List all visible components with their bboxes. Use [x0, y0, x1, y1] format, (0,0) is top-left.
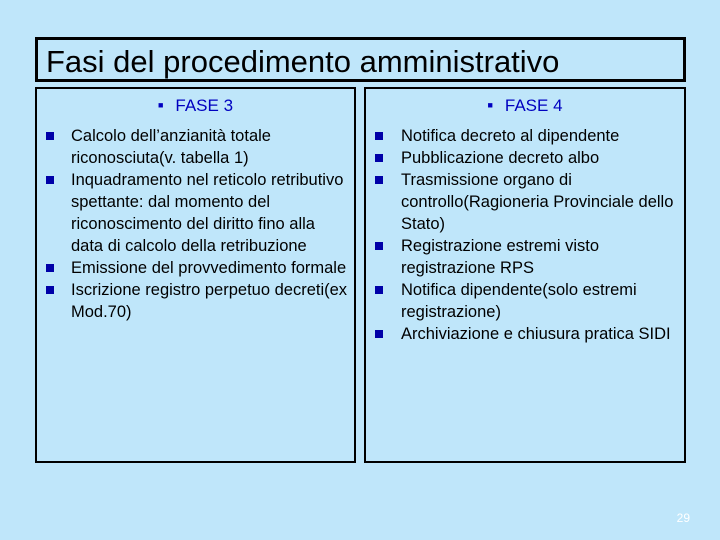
phase-3-column	[35, 87, 356, 463]
list-item-text: Trasmissione organo di controllo(Ragioneria Provinciale dello Stato)	[401, 171, 674, 233]
square-bullet-icon	[46, 264, 54, 272]
square-bullet-icon	[375, 286, 383, 294]
square-bullet-icon	[46, 132, 54, 140]
list-item	[366, 147, 680, 169]
slide-number: 29	[676, 511, 690, 525]
list-item-text: Calcolo dell’anzianità totale riconosciuta(v. tabella 1)	[71, 127, 271, 167]
square-bullet-icon: ■	[157, 100, 164, 110]
phase-4-column	[364, 87, 686, 463]
square-bullet-icon	[375, 132, 383, 140]
list-item	[37, 125, 350, 169]
phase-3-label: FASE 3	[175, 96, 234, 115]
phase-4-list	[366, 125, 680, 345]
list-item-text: Registrazione estremi visto registrazione RPS	[401, 237, 600, 277]
square-bullet-icon	[375, 154, 383, 162]
list-item	[37, 169, 350, 257]
square-bullet-icon	[375, 330, 383, 338]
phase-4-label: FASE 4	[504, 96, 563, 115]
list-item-text: Notifica decreto al dipendente	[401, 127, 620, 145]
list-item	[366, 169, 680, 235]
phase-3-list	[37, 125, 350, 323]
square-bullet-icon	[46, 286, 54, 294]
list-item-text: Iscrizione registro perpetuo decreti(ex Mod.70)	[71, 281, 348, 321]
square-bullet-icon	[375, 242, 383, 250]
slide-title: Fasi del procedimento amministrativo	[46, 44, 560, 79]
square-bullet-icon	[46, 176, 54, 184]
list-item-text: Archiviazione e chiusura pratica SIDI	[401, 325, 671, 343]
list-item-text: Inquadramento nel reticolo retributivo spettante: dal momento del riconoscimento del diritto fino alla data di calcolo della retribuzione	[71, 171, 344, 255]
list-item	[366, 323, 680, 345]
list-item-text: Notifica dipendente(solo estremi registrazione)	[401, 281, 637, 321]
list-item-text: Emissione del provvedimento formale	[71, 259, 347, 277]
title-box	[35, 37, 686, 82]
square-bullet-icon: ■	[487, 100, 493, 110]
list-item	[366, 125, 680, 147]
phase-4-heading	[366, 96, 684, 116]
list-item	[37, 279, 350, 323]
list-item-text: Pubblicazione decreto albo	[401, 149, 600, 167]
list-item	[366, 279, 680, 323]
phase-3-heading	[37, 96, 354, 116]
square-bullet-icon	[375, 176, 383, 184]
list-item	[37, 257, 350, 279]
list-item	[366, 235, 680, 279]
